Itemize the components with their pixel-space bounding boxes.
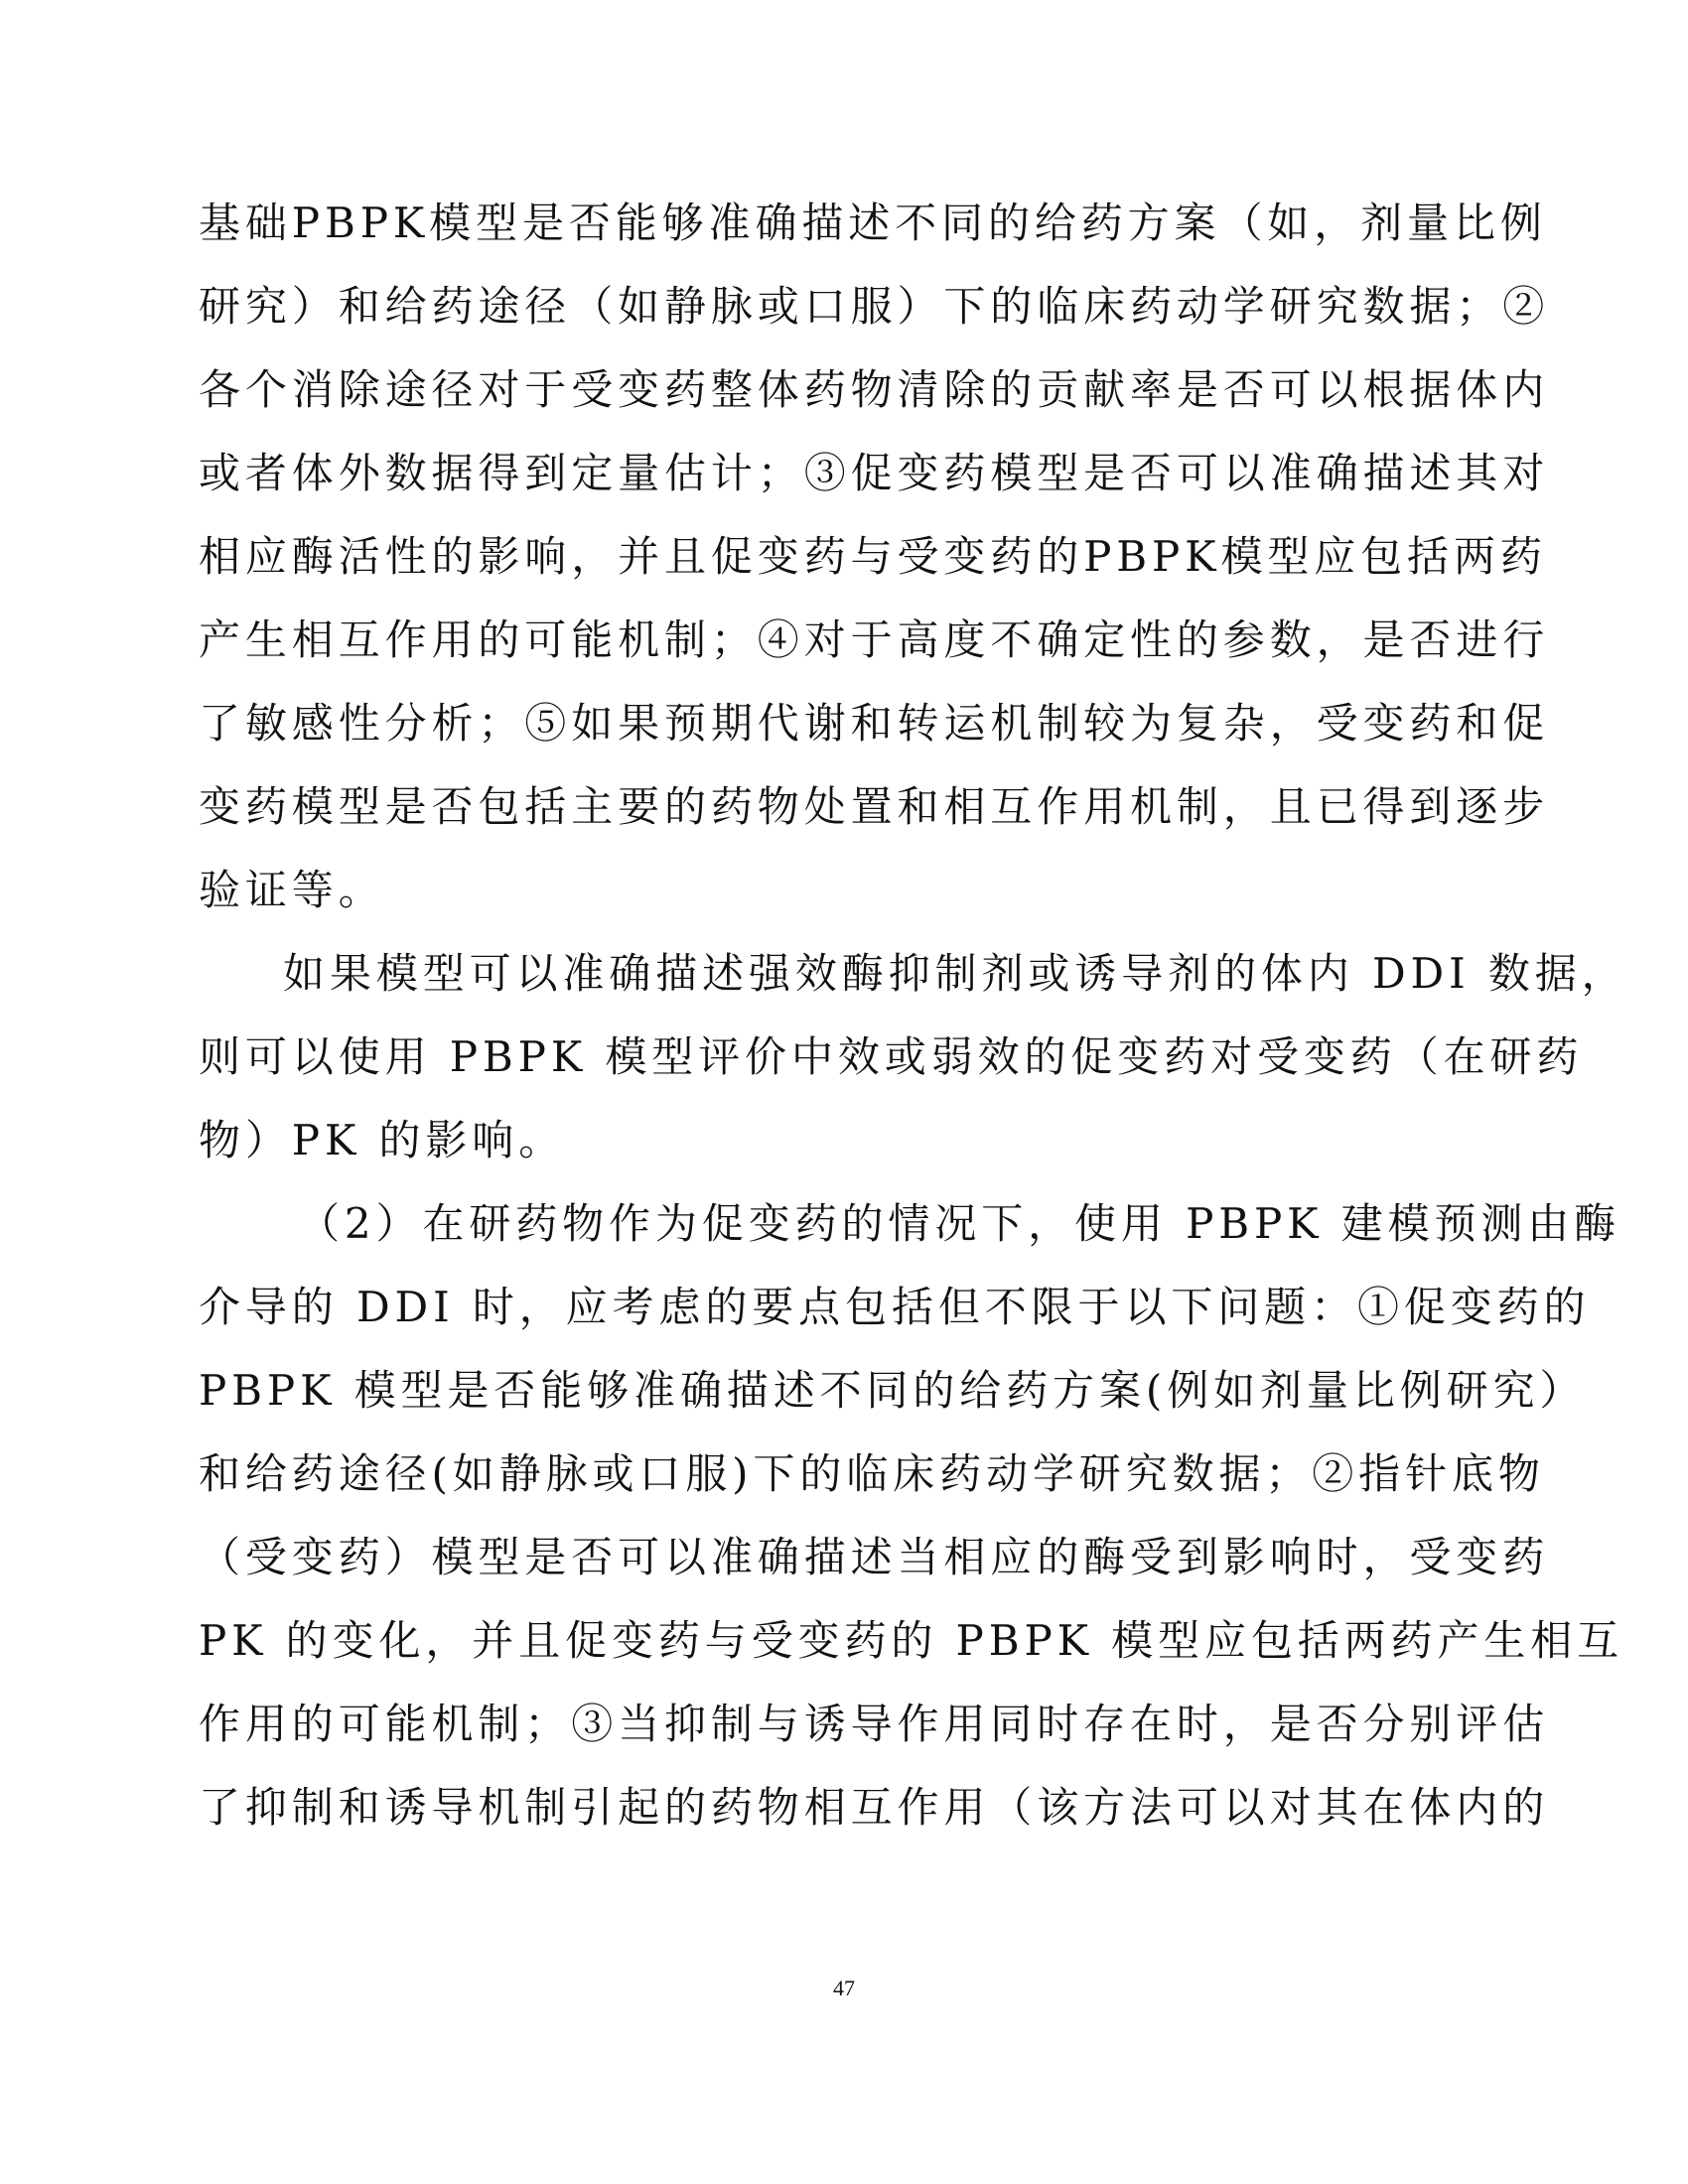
body-text-line: 介导的 DDI 时，应考虑的要点包括但不限于以下问题：①促变药的 xyxy=(199,1283,1591,1331)
body-text-line: PK 的变化，并且促变药与受变药的 PBPK 模型应包括两药产生相互 xyxy=(199,1616,1624,1665)
body-text-line: 验证等。 xyxy=(199,866,385,914)
body-text-line: 产生相互作用的可能机制；④对于高度不确定性的参数，是否进行 xyxy=(199,615,1550,664)
page-number: 47 xyxy=(833,1976,855,2000)
paragraph-first-line: （2）在研药物作为促变药的情况下，使用 PBPK 建模预测由酶 xyxy=(298,1199,1621,1248)
body-text-line: 则可以使用 PBPK 模型评价中效或弱效的促变药对受变药（在研药 xyxy=(199,1032,1584,1081)
body-text-line: 相应酶活性的影响，并且促变药与受变药的PBPK模型应包括两药 xyxy=(199,532,1547,581)
body-text-line: 作用的可能机制；③当抑制与诱导作用同时存在时，是否分别评估 xyxy=(199,1700,1550,1748)
body-text-line: 研究）和给药途径（如静脉或口服）下的临床药动学研究数据；② xyxy=(199,282,1550,331)
paragraph-first-line: 如果模型可以准确描述强效酶抑制剂或诱导剂的体内 DDI 数据， xyxy=(283,949,1628,998)
body-text-line: 了敏感性分析；⑤如果预期代谢和转运机制较为复杂，受变药和促 xyxy=(199,699,1550,748)
body-text-line: PBPK 模型是否能够准确描述不同的给药方案(例如剂量比例研究） xyxy=(199,1366,1587,1415)
body-text-line: 各个消除途径对于受变药整体药物清除的贡献率是否可以根据体内 xyxy=(199,365,1550,414)
body-text-line: （受变药）模型是否可以准确描述当相应的酶受到影响时，受变药 xyxy=(199,1533,1550,1581)
body-text-line: 物）PK 的影响。 xyxy=(199,1116,566,1164)
body-text-line: 和给药途径(如静脉或口服)下的临床药动学研究数据；②指针底物 xyxy=(199,1449,1545,1498)
body-text-line: 或者体外数据得到定量估计；③促变药模型是否可以准确描述其对 xyxy=(199,449,1550,497)
body-text-line: 变药模型是否包括主要的药物处置和相互作用机制，且已得到逐步 xyxy=(199,782,1550,831)
body-text-line: 基础PBPK模型是否能够准确描述不同的给药方案（如，剂量比例 xyxy=(199,199,1547,247)
body-text-line: 了抑制和诱导机制引起的药物相互作用（该方法可以对其在体内的 xyxy=(199,1783,1550,1832)
